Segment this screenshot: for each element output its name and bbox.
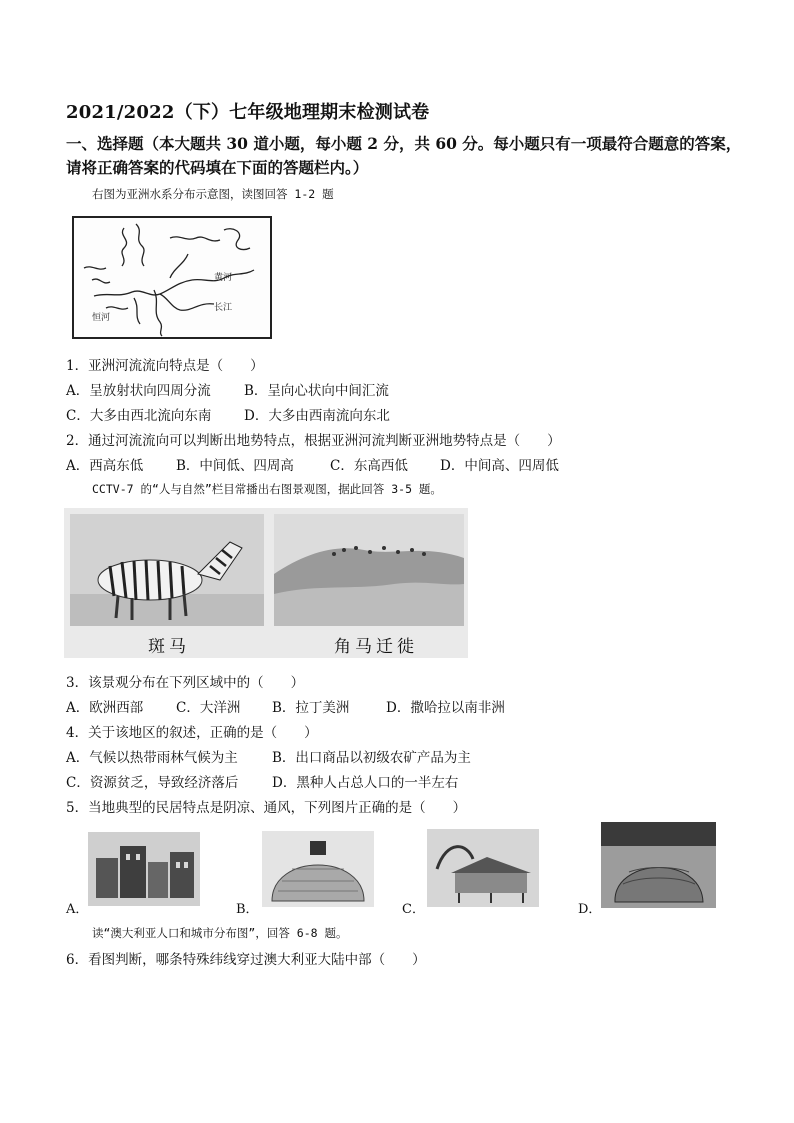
river-map-drawing [74,218,270,337]
q5-label-b: B． [236,902,259,917]
house-d-illustration [601,822,716,908]
wildebeest-photo [274,514,464,626]
question-4: 4．关于该地区的叙述，正确的是（ ） [66,725,318,741]
zebra-caption: 斑马 [148,637,190,657]
house-photo-d [601,822,716,908]
house-c-illustration [427,829,539,907]
q4-option-c: C．资源贫乏，导致经济落后 [66,775,239,791]
landscape-photos [64,508,468,658]
question-2: 2．通过河流流向可以判断出地势特点，根据亚洲河流判断亚洲地势特点是（ ） [66,433,561,449]
q4-option-b: B．出口商品以初级农矿产品为主 [272,750,471,766]
wildebeest-caption: 角马迁徙 [334,637,418,657]
zebra-photo [70,514,264,626]
house-photo-b [262,831,374,907]
q2-option-c: C．东高西低 [330,458,408,474]
q3-option-c: C．大洋洲 [176,700,241,716]
q1-option-a: A．呈放射状向四周分流 [66,383,211,399]
house-b-illustration [262,831,374,907]
q4-option-a: A．气候以热带雨林气候为主 [66,750,238,766]
zebra-illustration [70,514,264,626]
section-heading-line1: 一、选择题（本大题共 30 道小题，每小题 2 分，共 60 分。每小题只有一项最符合题意的答案， [66,134,742,153]
question-1: 1．亚洲河流流向特点是（ ） [66,358,264,374]
intro-australia: 读“澳大利亚人口和城市分布图”，回答 6-8 题。 [92,926,348,940]
q4-option-d: D．黑种人占总人口的一半左右 [272,775,459,791]
q2-option-a: A．西高东低 [66,458,144,474]
house-photo-c [427,829,539,907]
section-heading-line2: 请将正确答案的代码填在下面的答题栏内。） [66,158,369,177]
map-label-yangtze: 长江 [214,302,233,312]
q2-option-d: D．中间高、四周低 [440,458,559,474]
wildebeest-illustration [274,514,464,626]
exam-title: 2021/2022（下）七年级地理期末检测试卷 [66,102,430,123]
asia-river-map [72,216,272,339]
question-6: 6．看图判断，哪条特殊纬线穿过澳大利亚大陆中部（ ） [66,952,426,968]
q5-label-c: C． [402,902,425,917]
map-label-ganges: 恒河 [92,312,111,322]
q3-option-a: A．欧洲西部 [66,700,144,716]
house-a-illustration [88,832,200,906]
question-5: 5．当地典型的民居特点是阴凉、通风，下列图片正确的是（ ） [66,800,467,816]
intro-cctv: CCTV-7 的“人与自然”栏目常播出右图景观图，据此回答 3-5 题。 [92,482,442,496]
house-photo-a [88,832,200,906]
q5-label-a: A． [66,902,89,917]
q5-label-d: D． [578,902,602,917]
question-3: 3．该景观分布在下列区域中的（ ） [66,675,305,691]
q3-option-b: B．拉丁美洲 [272,700,350,716]
q3-option-d: D．撒哈拉以南非洲 [386,700,505,716]
intro-asia-rivers: 右图为亚洲水系分布示意图，读图回答 1-2 题 [92,187,334,201]
map-label-yellow-river: 黄河 [214,272,233,282]
q1-option-c: C．大多由西北流向东南 [66,408,212,424]
q1-option-d: D．大多由西南流向东北 [244,408,390,424]
q1-option-b: B．呈向心状向中间汇流 [244,383,389,399]
q2-option-b: B．中间低、四周高 [176,458,294,474]
